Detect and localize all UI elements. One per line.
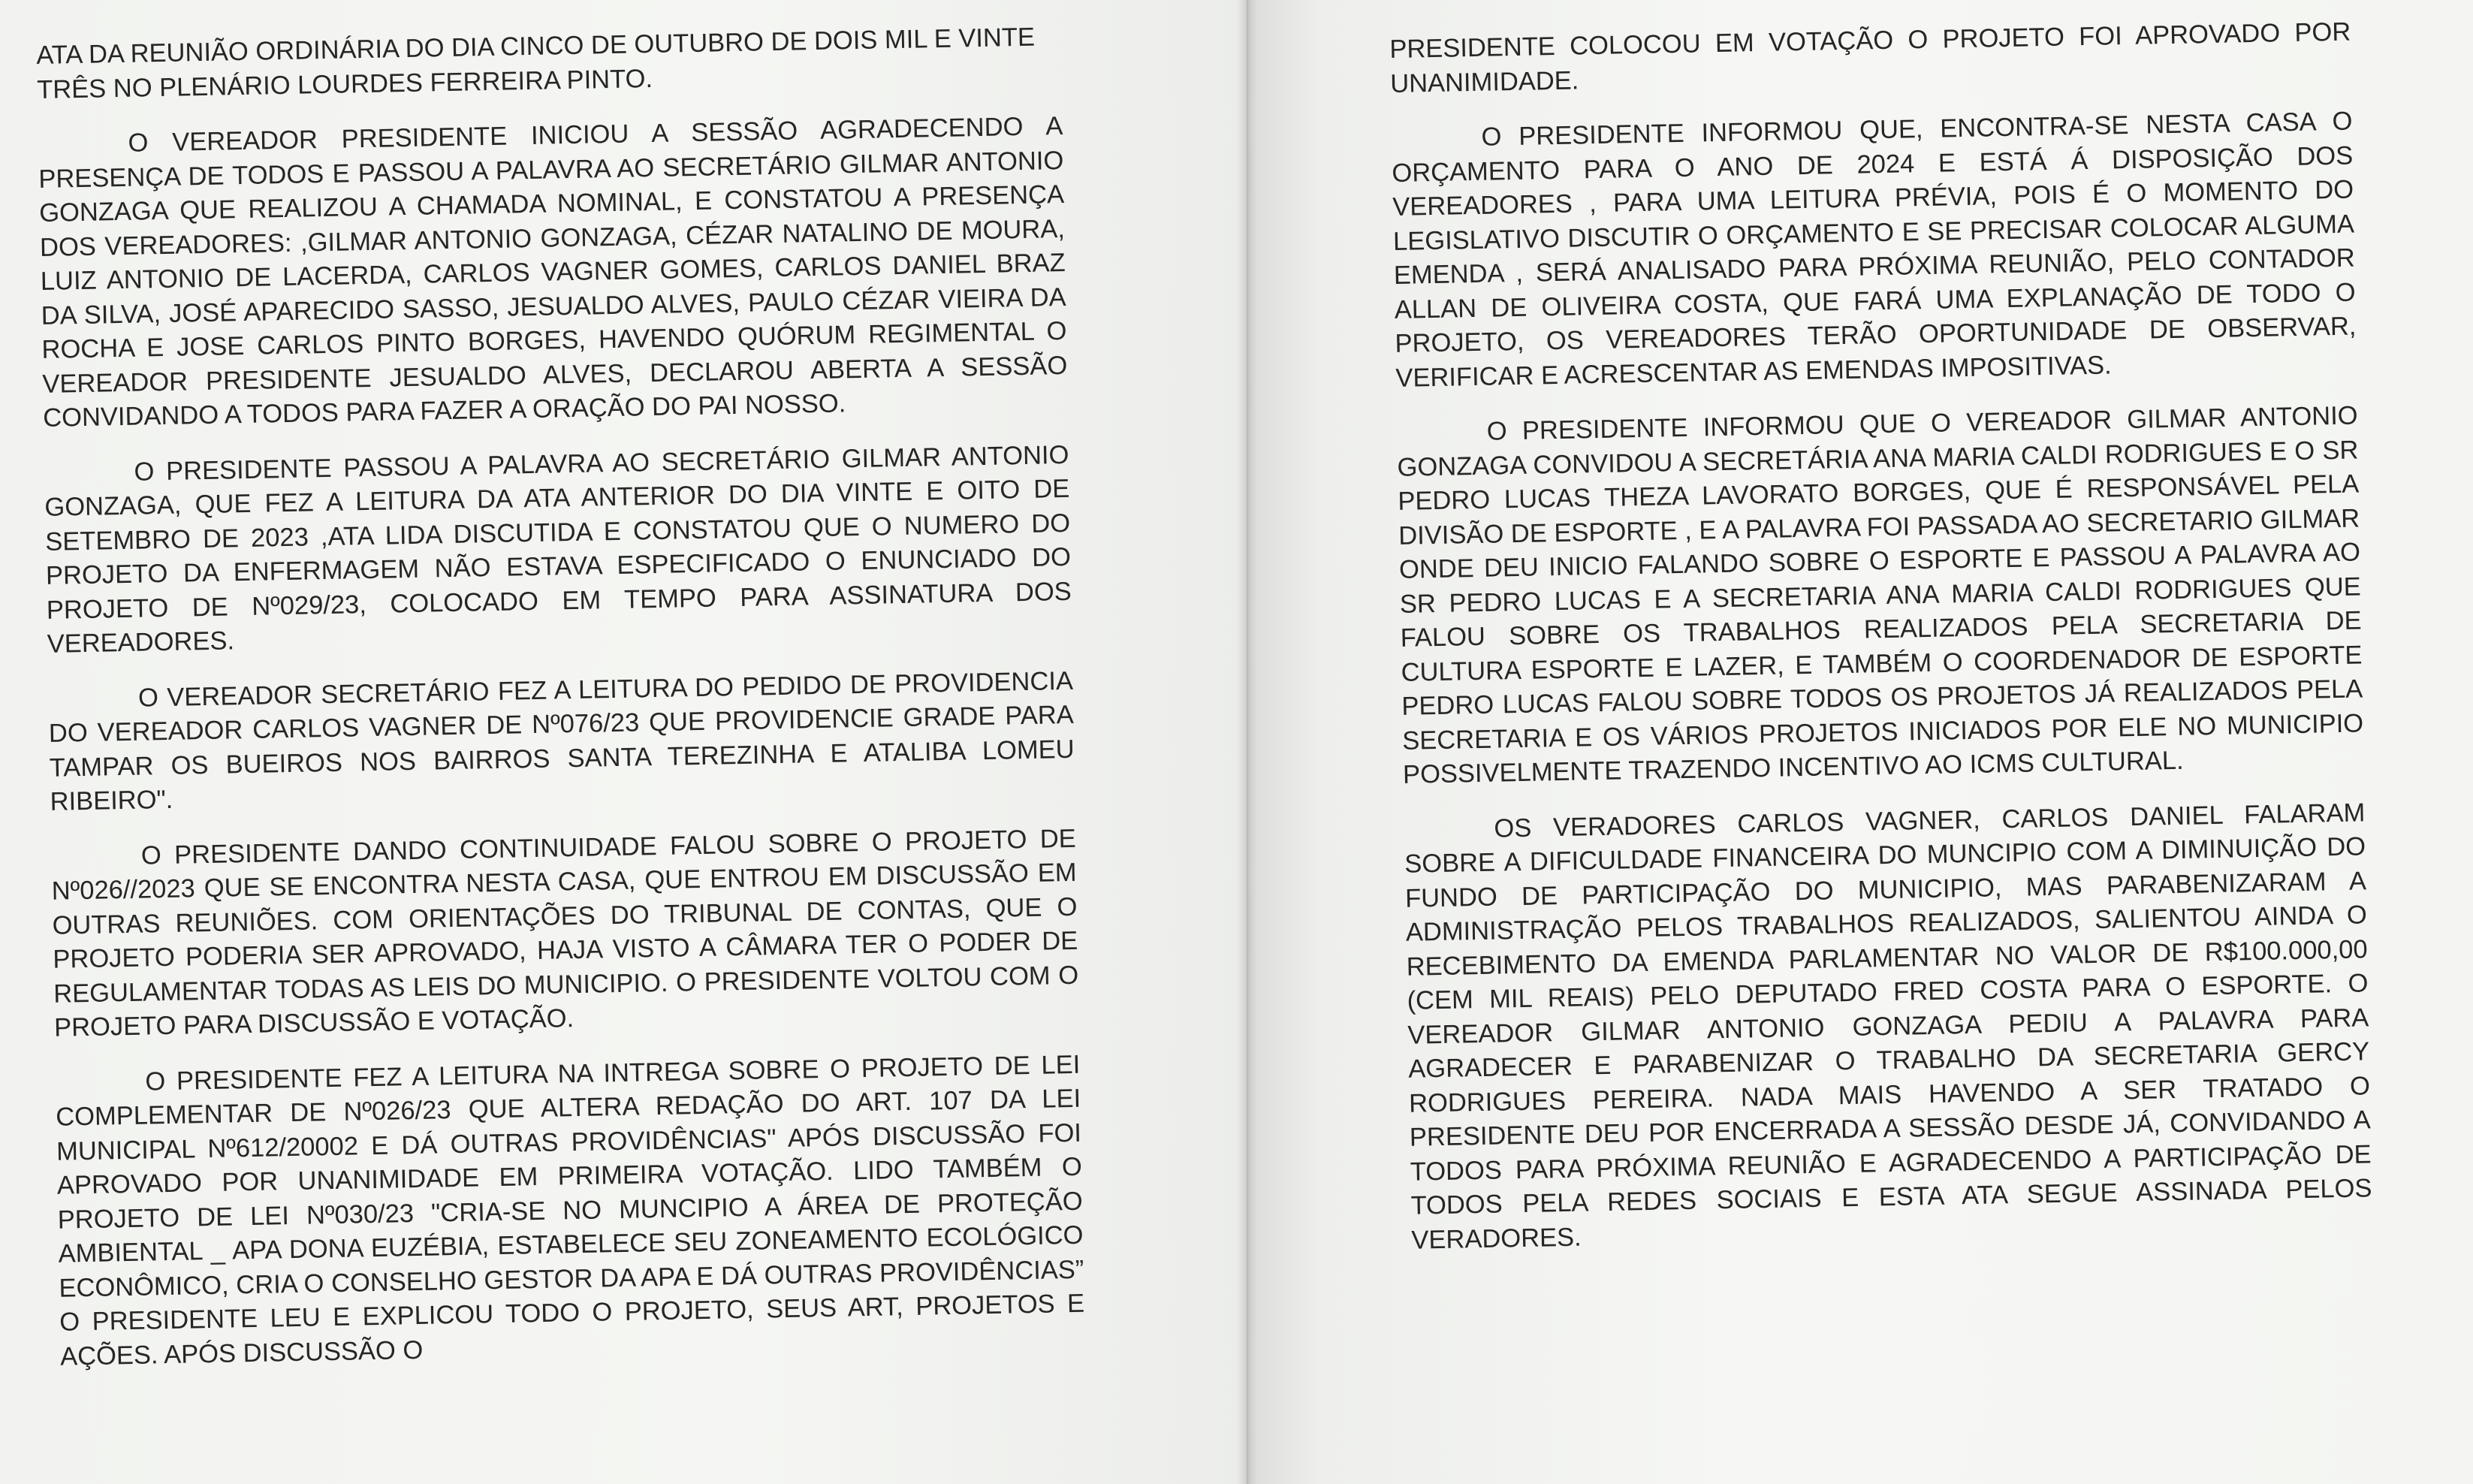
book-gutter: [1236, 0, 1257, 1484]
paragraph-vote-continuation: PRESIDENTE COLOCOU EM VOTAÇÃO O PROJETO FOI APROVADO POR UNANIMIDADE.: [1389, 17, 2351, 98]
paragraph-closing: OS VERADORES CARLOS VAGNER, CARLOS DANIEL FALARAM SOBRE A DIFICULDADE FINANCEIRA DO MUNCIPIO COM A DIMINUIÇÃO DO FUNDO DE PARTICIPAÇÃO DO MUNICIPIO, MAS PARABENIZARAM A ADMINISTRAÇÃO PELOS TRABALHOS REALIZADOS, SALIENTOU AINDA O RECEBIMENTO DA EMENDA PARLAMENTAR NO VALOR DE R$100.000,00 (CEM MIL REAIS) PELO DEPUTADO FRED COSTA PARA O ESPORTE. O VEREADOR GILMAR ANTONIO GONZAGA PEDIU A PALAVRA PARA AGRADECER E PARABENIZAR O TRABALHO DA SECRETARIA GERCY RODRIGUES PEREIRA. NADA MAIS HAVENDO A SER TRATADO O PRESIDENTE DEU POR ENCERRADA A SESSÃO DESDE JÁ, CONVIDANDO A TODOS PARA PRÓXIMA REUNIÃO E AGRADECENDO A PARTICIPAÇÃO DE TODOS PELA REDES SOCIAIS E ESTA ATA SEGUE ASSINADA PELOS VERADORES.: [1404, 798, 2372, 1255]
paragraph-opening-roll-call: O VEREADOR PRESIDENTE INICIOU A SESSÃO AGRADECENDO A PRESENÇA DE TODOS E PASSOU A PALAVRA AO SECRETÁRIO GILMAR ANTONIO GONZAGA QUE REALIZOU A CHAMADA NOMINAL, E CONSTATOU A PRESENÇA DOS VEREADORES: ,GILMAR ANTONIO GONZAGA, CÉZAR NATALINO DE MOURA, LUIZ ANTONIO DE LACERDA, CARLOS VAGNER GOMES, CARLOS DANIEL BRAZ DA SILVA, JOSÉ APARECIDO SASSO, JESUALDO ALVES, PAULO CÉZAR VIEIRA DA ROCHA E JOSE CARLOS PINTO BORGES, HAVENDO QUÓRUM REGIMENTAL O VEREADOR PRESIDENTE JESUALDO ALVES, DECLAROU ABERTA A SESSÃO CONVIDANDO A TODOS PARA FAZER A ORAÇÃO DO PAI NOSSO.: [38, 111, 1068, 433]
paragraph-complementary-law: O PRESIDENTE FEZ A LEITURA NA INTREGA SOBRE O PROJETO DE LEI COMPLEMENTAR DE Nº026/23 QUE ALTERA REDAÇÃO DO ART. 107 DA LEI MUNICIPAL Nº612/20002 E DÁ OUTRAS PROVIDÊNCIAS" APÓS DISCUSSÃO FOI APROVADO POR UNANIMIDADE EM PRIMEIRA VOTAÇÃO. LIDO TAMBÉM O PROJETO DE LEI Nº030/23 "CRIA-SE NO MUNCIPIO A ÁREA DE PROTEÇÃO AMBIENTAL _ APA DONA EUZÉBIA, ESTABELECE SEU ZONEAMENTO ECOLÓGICO ECONÔMICO, CRIA O CONSELHO GESTOR DA APA E DÁ OUTRAS PROVIDÊNCIAS” O PRESIDENTE LEU E EXPLICOU TODO O PROJETO, SEUS ART, PROJETOS E AÇÕES. APÓS DISCUSSÃO O: [55, 1050, 1085, 1371]
paragraph-project-026: O PRESIDENTE DANDO CONTINUIDADE FALOU SOBRE O PROJETO DE Nº026//2023 QUE SE ENCONTRA NESTA CASA, QUE ENTROU EM DISCUSSÃO EM OUTRAS REUNIÕES. COM ORIENTAÇÕES DO TRIBUNAL DE CONTAS, QUE O PROJETO PODERIA SER APROVADO, HAJA VISTO A CÂMARA TER O PODER DE REGULAMENTAR TODAS AS LEIS DO MUNICIPIO. O PRESIDENTE VOLTOU COM O PROJETO PARA DISCUSSÃO E VOTAÇÃO.: [51, 824, 1079, 1042]
paragraph-providence-request: O VEREADOR SECRETÁRIO FEZ A LEITURA DO PEDIDO DE PROVIDENCIA DO VEREADOR CARLOS VAGNER DE Nº076/23 QUE PROVIDENCIE GRADE PARA TAMPAR OS BUEIROS NOS BAIRROS SANTA TEREZINHA E ATALIBA LOMEU RIBEIRO".: [48, 666, 1075, 816]
right-page-text: [1389, 16, 2373, 1258]
paragraph-previous-minutes: O PRESIDENTE PASSOU A PALAVRA AO SECRETÁRIO GILMAR ANTONIO GONZAGA, QUE FEZ A LEITURA DA ATA ANTERIOR DO DIA VINTE E OITO DE SETEMBRO DE 2023 ,ATA LIDA DISCUTIDA E CONSTATOU QUE O NUMERO DO PROJETO DA ENFERMAGEM NÃO ESTAVA ESPECIFICADO O ENUNCIADO DO PROJETO DE Nº029/23, COLOCADO EM TEMPO PARA ASSINATURA DOS VEREADORES.: [44, 440, 1072, 659]
minutes-title: ATA DA REUNIÃO ORDINÁRIA DO DIA CINCO DE OUTUBRO DE DOIS MIL E VINTE TRÊS NO PLENÁRIO LOURDES FERREIRA PINTO.: [36, 23, 1036, 104]
paragraph-sports-division: O PRESIDENTE INFORMOU QUE O VEREADOR GILMAR ANTONIO GONZAGA CONVIDOU A SECRETÁRIA ANA MARIA CALDI RODRIGUES E O SR PEDRO LUCAS THEZA LAVORATO BORGES, QUE É RESPONSÁVEL PELA DIVISÃO DE ESPORTE , E A PALAVRA FOI PASSADA AO SECRETARIO GILMAR ONDE DEU INICIO FALANDO SOBRE O ESPORTE E PASSOU A PALAVRA AO SR PEDRO LUCAS E A SECRETARIA ANA MARIA CALDI RODRIGUES QUE FALOU SOBRE OS TRABALHOS REALIZADOS PELA SECRETARIA DE CULTURA ESPORTE E LAZER, E TAMBÉM O COORDENADOR DE ESPORTE PEDRO LUCAS FALOU SOBRE TODOS OS PROJETOS JÁ REALIZADOS PELA SECRETARIA E OS VÁRIOS PROJETOS INICIADOS POR ELE NO MUNICIPIO POSSIVELMENTE TRAZENDO INCENTIVO AO ICMS CULTURAL.: [1397, 401, 2364, 789]
left-page-text: [36, 20, 1085, 1374]
paragraph-budget-2024: O PRESIDENTE INFORMOU QUE, ENCONTRA-SE NESTA CASA O ORÇAMENTO PARA O ANO DE 2024 E ESTÁ Á DISPOSIÇÃO DOS VEREADORES , PARA UMA LEITURA PRÉVIA, POIS É O MOMENTO DO LEGISLATIVO DISCUTIR O ORÇAMENTO E SE PRECISAR COLOCAR ALGUMA EMENDA , SERÁ ANALISADO PARA PRÓXIMA REUNIÃO, PELO CONTADOR ALLAN DE OLIVEIRA COSTA, QUE FARÁ UMA EXPLANAÇÃO DE TODO O PROJETO, OS VEREADORES TERÃO OPORTUNIDADE DE OBSERVAR, VERIFICAR E ACRESCENTAR AS EMENDAS IMPOSITIVAS.: [1392, 107, 2357, 393]
